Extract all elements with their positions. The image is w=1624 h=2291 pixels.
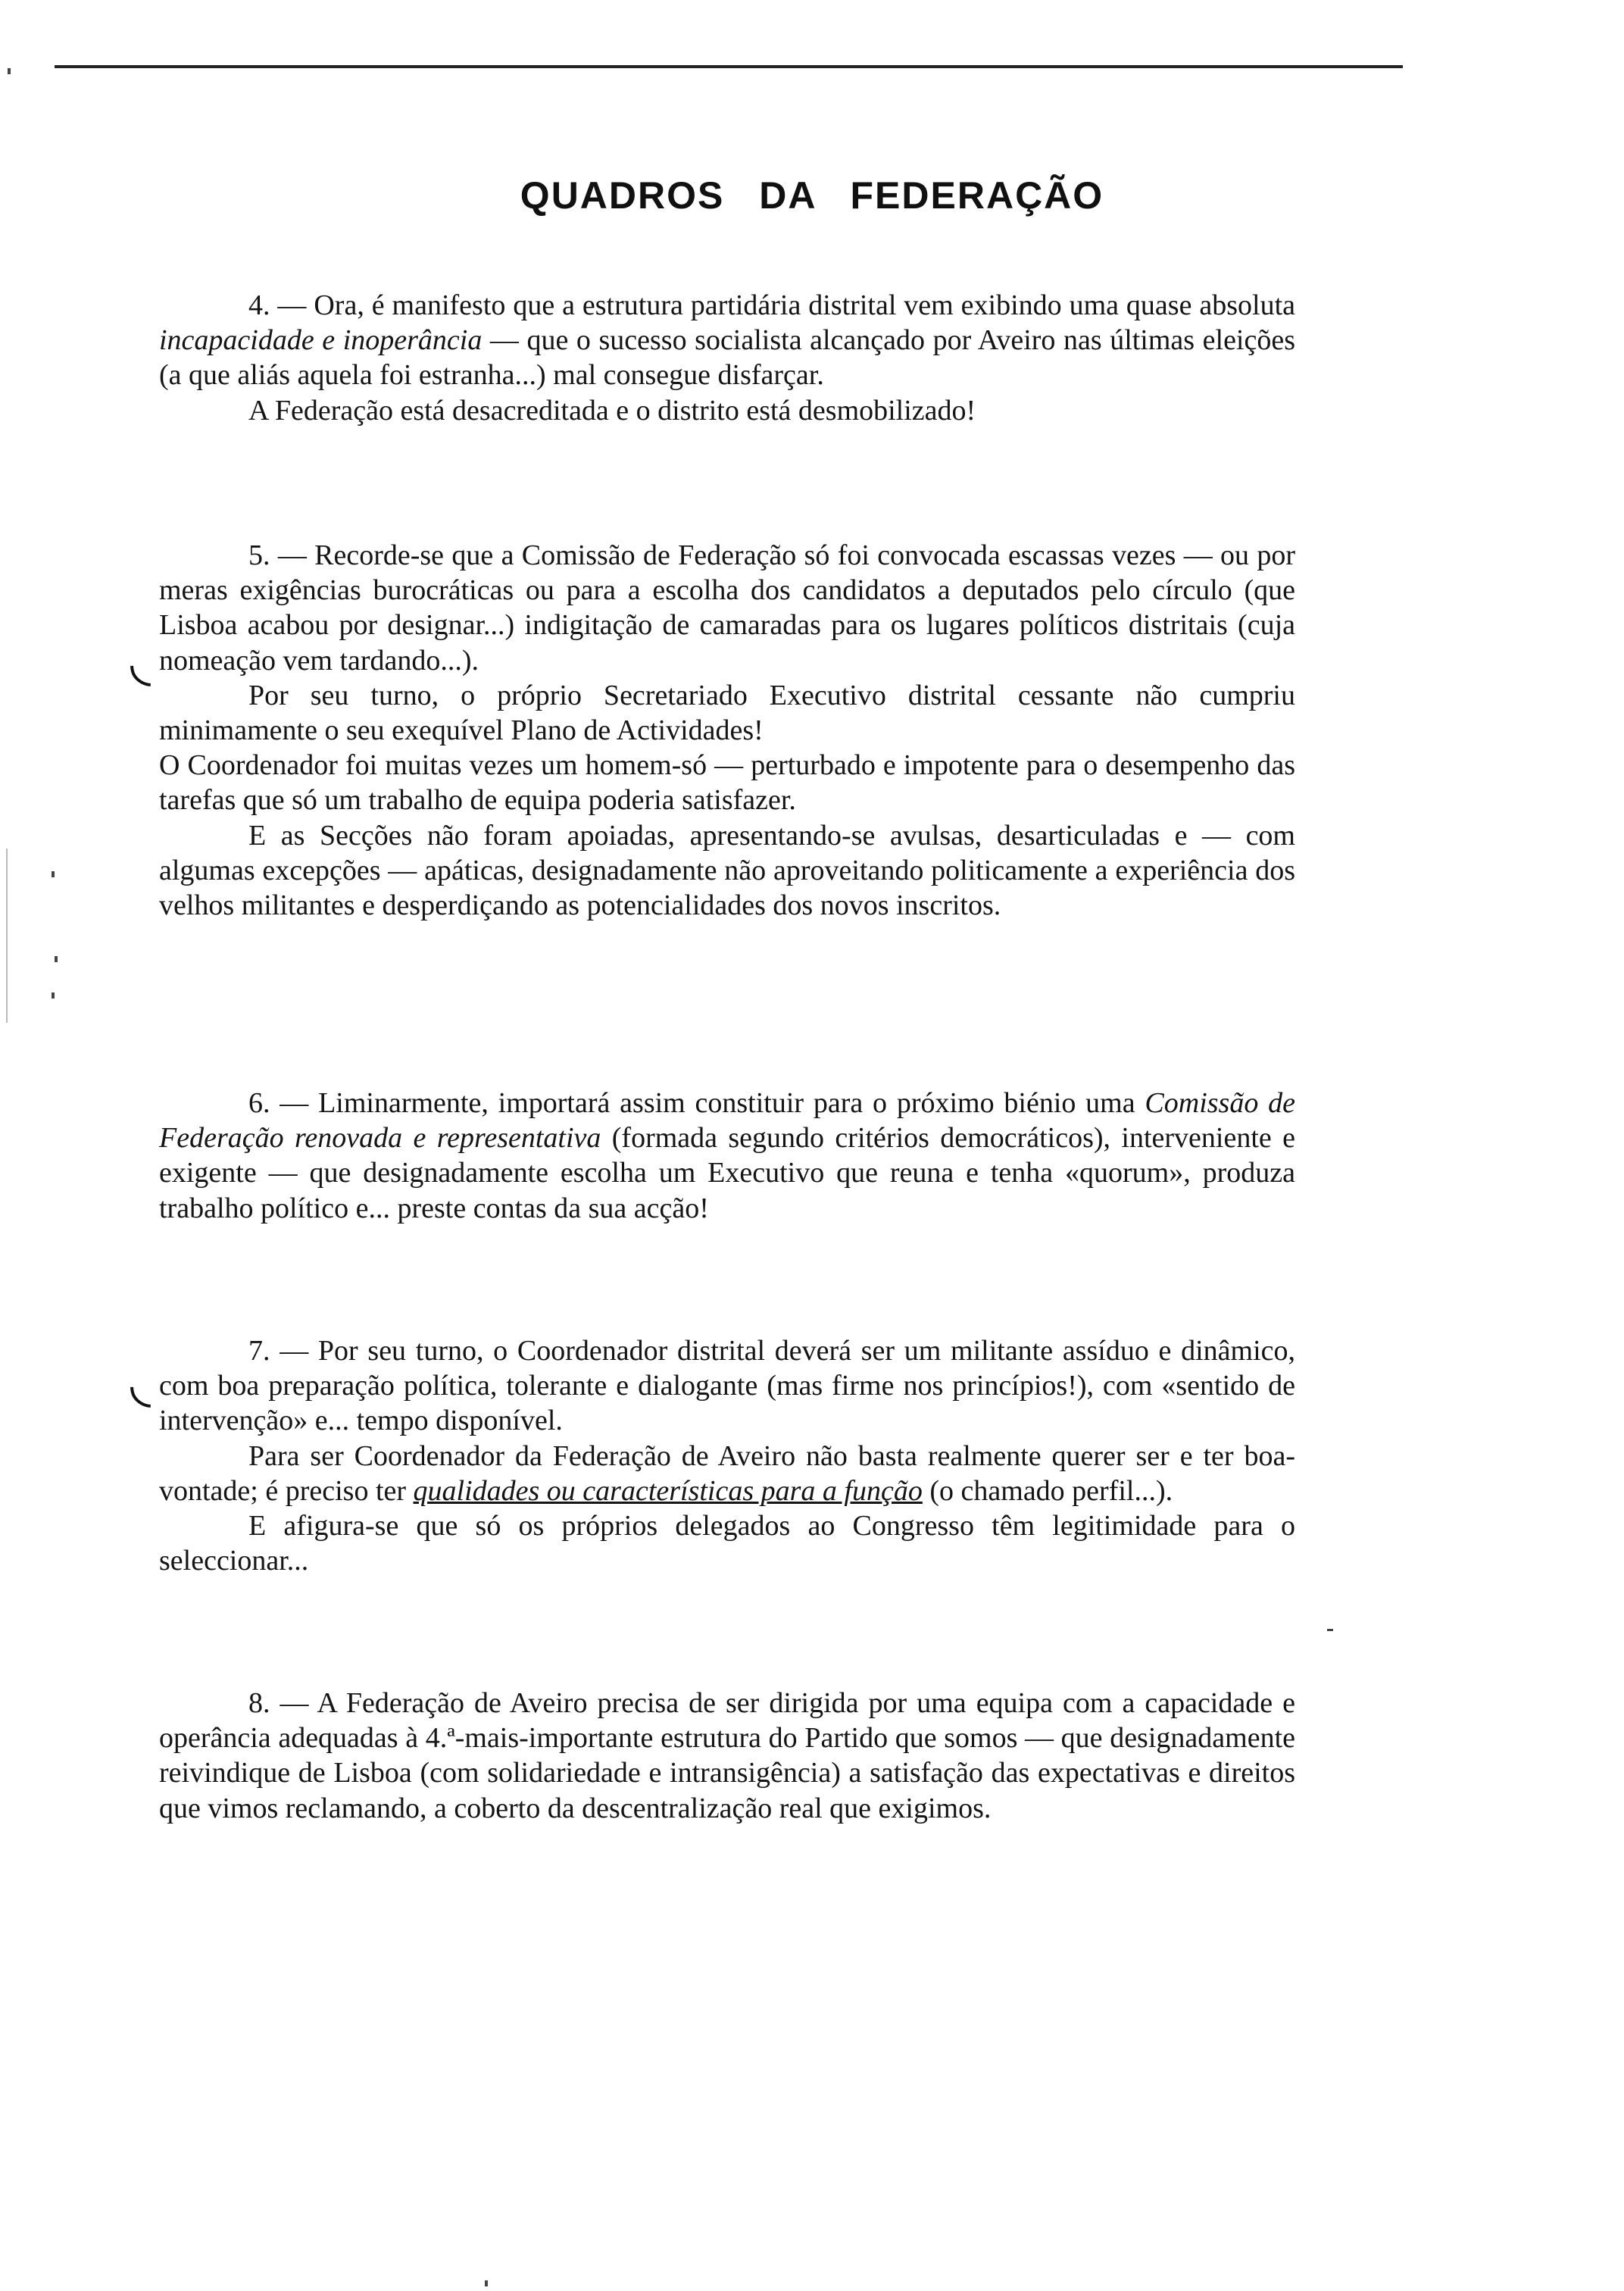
section-6-emphasis: Comissão de Federação renovada e representativa (159, 1087, 1295, 1155)
section-4-text: 4. — Ora, é manifesto que a estrutura partidária distrital vem exibindo uma quase absoluta (248, 289, 1295, 321)
section-7-text: Para ser Coordenador da Federação de Aveiro não basta realmente querer ser e ter boa-vontade; é preciso ter (159, 1439, 1295, 1507)
section-7-paragraph-3: E afigura-se que só os próprios delegados ao Congresso têm legitimidade para o seleccionar... (159, 1510, 1295, 1577)
handwritten-bracket-mark: ◟ (130, 630, 151, 692)
section-4 (159, 288, 1295, 428)
section-5-paragraph-4: E as Secções não foram apoiadas, apresentando-se avulsas, desarticuladas e — com algumas excepções — apáticas, designadamente não aproveitando politicamente a experiência dos velhos militantes e desperdiçando as potencialidades dos novos inscritos. (159, 819, 1295, 922)
scan-speck (8, 68, 11, 74)
section-4-emphasis: incapacidade e inoperância (159, 324, 483, 357)
section-7-text: (o chamado perfil...). (922, 1474, 1173, 1507)
top-rule (55, 65, 1403, 68)
section-7 (159, 1333, 1295, 1578)
section-7-emphasis: qualidades ou características para a função (413, 1474, 923, 1507)
section-6 (159, 1086, 1295, 1226)
section-6-paragraph-1 (159, 1086, 1295, 1226)
section-7-paragraph-1: 7. — Por seu turno, o Coordenador distrital deverá ser um militante assíduo e dinâmico, com boa preparação política, tolerante e dialogante (mas firme nos princípios!), com «sentido de intervenção» e... tempo disponível. (159, 1335, 1295, 1437)
scan-speck (52, 871, 55, 877)
scan-speck (55, 956, 58, 962)
page-title: QUADROS DA FEDERAÇÃO (520, 173, 1104, 217)
section-5-paragraph-2: Por seu turno, o próprio Secretariado Executivo distrital cessante não cumpriu minimamente o seu exequível Plano de Actividades! (159, 679, 1295, 747)
section-5 (159, 538, 1295, 923)
left-margin-line (6, 849, 8, 1023)
section-7-paragraph-2 (159, 1439, 1295, 1508)
scan-speck (485, 2280, 488, 2286)
handwritten-bracket-mark: ◟ (130, 1352, 151, 1414)
section-6-text: 6. — Liminarmente, importará assim constituir para o próximo biénio uma (248, 1087, 1145, 1119)
section-4-text: — que o sucesso socialista alcançado por Aveiro nas últimas eleições (a que aliás aquela foi estranha...) mal consegue disfarçar. (159, 324, 1296, 392)
scan-speck (1327, 1629, 1333, 1631)
section-4-paragraph-2: A Federação está desacreditada e o distrito está desmobilizado! (248, 394, 976, 427)
scan-speck (52, 992, 55, 999)
section-5-paragraph-1: 5. — Recorde-se que a Comissão de Federação só foi convocada escassas vezes — ou por meras exigências burocráticas ou para a escolha dos candidatos a deputados pelo círculo (que Lisboa acabou por designar...) indigitação de camaradas para os lugares políticos distritais (cuja nomeação vem tardando...). (159, 539, 1295, 677)
section-6-text: (formada segundo critérios democráticos), interveniente e exigente — que designadamente escolha um Executivo que reuna e tenha «quorum», produza trabalho político e... preste contas da sua acção! (159, 1122, 1295, 1224)
section-5-paragraph-3: O Coordenador foi muitas vezes um homem-só — perturbado e impotente para o desempenho das tarefas que só um trabalho de equipa poderia satisfazer. (159, 749, 1295, 817)
section-8-paragraph-1: 8. — A Federação de Aveiro precisa de ser dirigida por uma equipa com a capacidade e operância adequadas à 4.ª-mais-importante estrutura do Partido que somos — que designadamente reivindique de Lisboa (com solidariedade e intransigência) a satisfação das expectativas e direitos que vimos reclamando, a coberto da descentralização real que exigimos. (159, 1687, 1295, 1824)
section-4-paragraph-1 (159, 288, 1295, 393)
section-8 (159, 1686, 1295, 1826)
